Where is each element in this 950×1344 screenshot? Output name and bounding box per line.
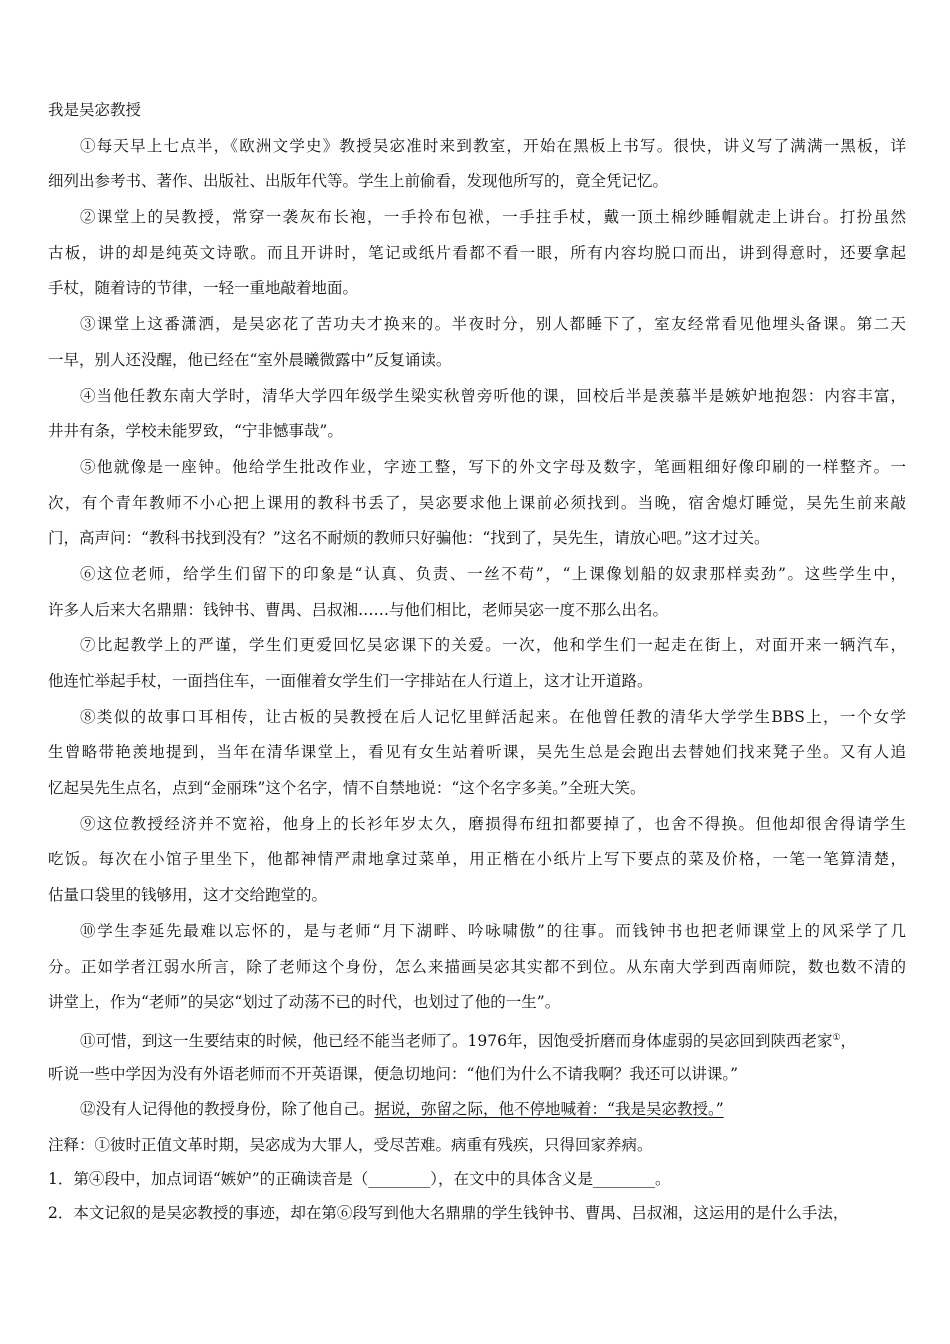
footnote-marker[interactable]: ①	[832, 1032, 841, 1043]
text-line: 手杖，随着诗的节律，一轻一重地敲着地面。	[48, 279, 359, 298]
text-line: ⑦比起教学上的严谨，学生们更爱回忆吴宓课下的关爱。一次，他和学生们一起走在街上，对面开来一辆汽车，	[80, 636, 906, 655]
text-line: 他连忙举起手杖，一面挡住车，一面催着女学生们一字排站在人行道上，这才让开道路。	[48, 672, 653, 690]
paragraph-12	[48, 1092, 906, 1128]
paragraph-4	[48, 379, 906, 450]
paragraph-7	[48, 628, 906, 699]
text-line: 许多人后来大名鼎鼎：钱钟书、曹禺、吕叔湘……与他们相比，老师吴宓一度不那么出名。	[48, 600, 669, 619]
article-title: 我是吴宓教授	[48, 101, 142, 119]
question-1: 1．第④段中，加点词语“嫉妒”的正确读音是（________），在文中的具体含义是________。	[48, 1169, 671, 1188]
paragraph-11	[48, 1021, 906, 1092]
text-line: ①每天早上七点半，《欧洲文学史》教授吴宓准时来到教室，开始在黑板上书写。很快，讲义写了满满一黑板，详	[80, 136, 906, 155]
text-line: ⑧类似的故事口耳相传，让古板的吴教授在后人记忆里鲜活起来。在他曾任教的清华大学学生BBS上，一个女学	[80, 707, 906, 726]
text-line: 忆起吴先生点名，点到“金丽珠”这个名字，情不自禁地说：“这个名字多美。”全班大笑。	[48, 779, 646, 798]
text: ⑪可惜，到这一生要结束的时候，他已经不能当老师了。1976年，因饱受折磨而身体虚弱的吴宓回到陕西老家	[80, 1032, 833, 1051]
text-line: ⑥这位老师，给学生们留下的印象是“认真、负责、一丝不苟”，“上课像划船的奴隶那样卖劲”。这些学生中，	[80, 564, 906, 583]
text: ，	[840, 1032, 857, 1051]
text-line: ④当他任教东南大学时，清华大学四年级学生梁实秋曾旁听他的课，回校后半是羡慕半是嫉妒地抱怨：内容丰富，	[80, 386, 906, 405]
document-page	[48, 93, 906, 1230]
text-line: 讲堂上，作为“老师”的吴宓“划过了动荡不已的时代，也划过了他的一生”。	[48, 993, 561, 1012]
text-line: 估量口袋里的钱够用，这才交给跑堂的。	[48, 886, 328, 905]
text-line: 古板，讲的却是纯英文诗歌。而且开讲时，笔记或纸片看都不看一眼，所有内容均脱口而出，讲到得意时，还要拿起	[48, 243, 906, 262]
paragraph-3	[48, 307, 906, 378]
text-line: 次，有个青年教师不小心把上课用的教科书丢了，吴宓要求他上课前必须找到。当晚，宿舍熄灯睡觉，吴先生前来敲	[48, 493, 906, 512]
paragraph-8	[48, 700, 906, 807]
text-line: 分。正如学者江弱水所言，除了老师这个身份，怎么来描画吴宓其实都不到位。从东南大学到西南师院，数也数不清的	[48, 957, 906, 976]
text-line: 吃饭。每次在小馆子里坐下，他都神情严肃地拿过菜单，用正楷在小纸片上写下要点的菜及价格，一笔一笔算清楚，	[48, 850, 906, 869]
footnote: 注释：①彼时正值文革时期，吴宓成为大罪人，受尽苦难。病重有残疾，只得回家养病。	[48, 1135, 653, 1154]
text: ⑫没有人记得他的教授身份，除了他自己。	[80, 1100, 375, 1119]
paragraph-5	[48, 450, 906, 557]
underlined-sentence: 据说，弥留之际，他不停地喊着：“我是吴宓教授。”	[374, 1100, 724, 1119]
text-line: 门，高声问：“教科书找到没有？”这名不耐烦的教师只好骗他：“找到了，吴先生，请放心吧。”这才过关。	[48, 529, 770, 548]
paragraph-1	[48, 129, 906, 200]
text-line: ⑤他就像是一座钟。他给学生批改作业，字迹工整，写下的外文字母及数字，笔画粗细好像印刷的一样整齐。一	[80, 457, 906, 476]
paragraph-2	[48, 200, 906, 307]
paragraph-6	[48, 557, 906, 628]
text-line: 细列出参考书、著作、出版社、出版年代等。学生上前偷看，发现他所写的，竟全凭记忆。	[48, 172, 669, 191]
text-line: ⑩学生李延先最难以忘怀的，是与老师“月下湖畔、吟咏啸傲”的往事。而钱钟书也把老师课堂上的风采学了几	[80, 921, 906, 940]
text-line: 听说一些中学因为没有外语老师而不开英语课，便急切地问：“他们为什么不请我啊？我还可以讲课。”	[48, 1064, 739, 1083]
text-line	[48, 1092, 906, 1128]
text-line: ②课堂上的吴教授，常穿一袭灰布长袍，一手拎布包袱，一手拄手杖，戴一顶土棉纱睡帽就走上讲台。打扮虽然	[80, 208, 906, 227]
text-line: 生曾略带艳羡地提到，当年在清华课堂上，看见有女生站着听课，吴先生总是会跑出去替她们找来凳子坐。又有人追	[48, 743, 906, 762]
paragraph-10	[48, 914, 906, 1021]
question-2: 2．本文记叙的是吴宓教授的事迹，却在第⑥段写到他大名鼎鼎的学生钱钟书、曹禺、吕叔湘，这运用的是什么手法，	[48, 1203, 849, 1222]
text-line: ③课堂上这番潇洒，是吴宓花了苦功夫才换来的。半夜时分，别人都睡下了，室友经常看见他埋头备课。第二天	[80, 315, 906, 334]
text-line	[48, 1021, 906, 1057]
text-line: 井井有条，学校未能罗致，“宁非憾事哉”。	[48, 422, 343, 441]
paragraph-9	[48, 807, 906, 914]
text-line: 一早，别人还没醒，他已经在“室外晨曦微露中”反复诵读。	[48, 350, 452, 369]
text-line: ⑨这位教授经济并不宽裕，他身上的长衫年岁太久，磨损得布纽扣都要掉了，也舍不得换。但他却很舍得请学生	[80, 814, 906, 833]
